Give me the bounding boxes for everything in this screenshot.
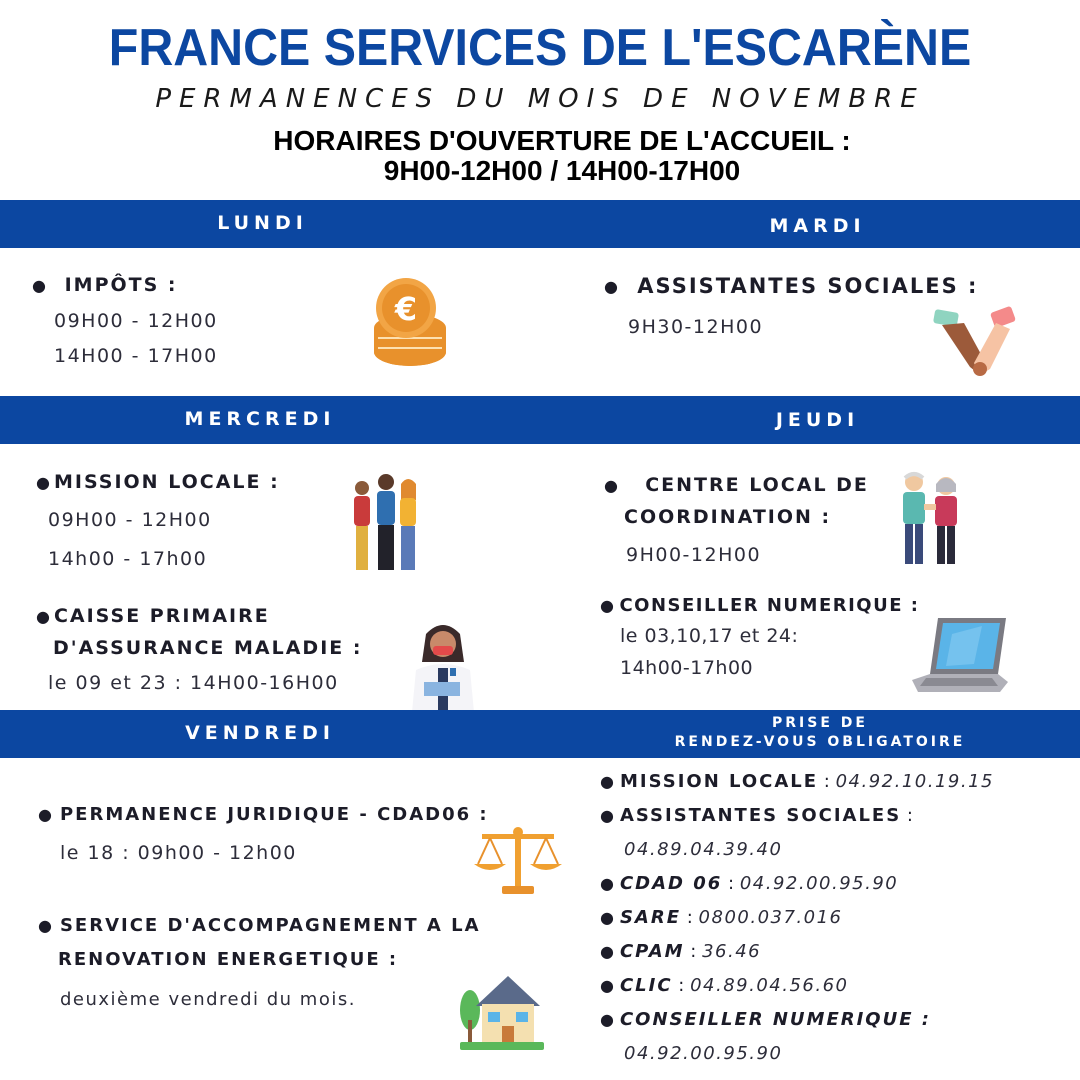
service-mission-locale: ● MISSION LOCALE : (36, 471, 280, 493)
rdv-phone: 04.92.10.19.15 (835, 771, 995, 792)
coins-icon (368, 276, 458, 372)
rdv-list (600, 765, 994, 1071)
impots-time-afternoon: 14H00 - 17H00 (54, 345, 218, 367)
rdv-label (560, 714, 1080, 752)
rdv-entry-conseiller-phone (600, 1037, 994, 1071)
cpam-time: le 09 et 23 : 14H00-16H00 (48, 672, 339, 694)
rdv-entry-clic: ● CLIC : 04.89.04.56.60 (600, 975, 849, 996)
service-permanence-juridique: ● PERMANENCE JURIDIQUE - CDAD06 : (38, 804, 489, 825)
young-people-icon (348, 470, 424, 574)
rdv-phone: 04.89.04.56.60 (690, 975, 849, 996)
impots-time-morning: 09H00 - 12H00 (54, 310, 218, 332)
service-conseiller-label: CONSEILLER NUMERIQUE : (619, 595, 920, 616)
rdv-entry-cdad: ● CDAD 06 : 04.92.00.95.90 (600, 873, 899, 894)
page-subtitle: PERMANENCES DU MOIS DE NOVEMBRE (155, 84, 925, 114)
rdv-phone: 04.92.00.95.90 (739, 873, 899, 894)
service-sare: ● SERVICE D'ACCOMPAGNEMENT A LA (38, 915, 481, 936)
mission-locale-time-morning: 09H00 - 12H00 (48, 509, 212, 531)
rdv-label-line2: RENDEZ-VOUS OBLIGATOIRE (674, 734, 966, 750)
doctor-icon (408, 620, 478, 712)
holding-hands-icon (930, 305, 1018, 381)
service-cpam: ● CAISSE PRIMAIRE (36, 605, 270, 627)
rdv-entry-assistantes-phone (600, 833, 994, 867)
page-title: FRANCE SERVICES DE L'ESCARÈNE (108, 19, 972, 77)
service-assistantes-label: ASSISTANTES SOCIALES : (637, 274, 979, 298)
day-label-lundi: LUNDI (217, 212, 308, 234)
scales-icon (472, 826, 564, 898)
house-icon (458, 970, 546, 1052)
service-clic: ● CENTRE LOCAL DE (604, 474, 869, 496)
service-sare-label-line1: SERVICE D'ACCOMPAGNEMENT A LA (59, 915, 481, 936)
service-sare-label-line2: RENOVATION ENERGETIQUE : (58, 949, 399, 970)
service-assistantes-sociales: ● ASSISTANTES SOCIALES : (604, 274, 979, 298)
clic-time: 9H00-12H00 (626, 544, 762, 566)
service-conseiller-numerique: ● CONSEILLER NUMERIQUE : (600, 595, 920, 616)
service-impots-label: IMPÔTS : (64, 274, 178, 296)
elderly-couple-icon (894, 470, 968, 566)
day-label-mercredi: MERCREDI (184, 408, 336, 430)
service-impots: ● IMPÔTS : (32, 274, 178, 296)
rdv-entry-cpam: ● CPAM : 36.46 (600, 941, 762, 962)
service-cpam-label-line1: CAISSE PRIMAIRE (53, 605, 270, 627)
svg-text:€: € (394, 290, 418, 328)
service-mission-locale-label: MISSION LOCALE : (53, 471, 280, 493)
rdv-entry-sare: ● SARE : 0800.037.016 (600, 907, 843, 928)
rdv-entry-mission-locale: ● MISSION LOCALE : 04.92.10.19.15 (600, 771, 995, 792)
day-label-vendredi: VENDREDI (185, 722, 335, 744)
service-clic-label-line2: COORDINATION : (624, 506, 832, 528)
rdv-phone: 36.46 (702, 941, 762, 962)
opening-hours (0, 126, 1080, 186)
rdv-phone: 04.89.04.39.40 (624, 839, 783, 860)
juridique-time: le 18 : 09h00 - 12h00 (60, 842, 297, 864)
rdv-entry-conseiller-numerique: ● CONSEILLER NUMERIQUE : (600, 1009, 931, 1030)
service-clic-label-line1: CENTRE LOCAL DE (645, 474, 869, 496)
opening-hours-label: HORAIRES D'OUVERTURE DE L'ACCUEIL : (273, 125, 851, 156)
assistantes-time: 9H30-12H00 (628, 316, 764, 338)
mission-locale-time-afternoon: 14h00 - 17h00 (48, 548, 208, 570)
conseiller-dates: le 03,10,17 et 24: (620, 625, 799, 647)
rdv-entry-assistantes-sociales: ● ASSISTANTES SOCIALES : (600, 805, 913, 826)
day-label-jeudi: JEUDI (775, 409, 860, 431)
day-label-mardi: MARDI (769, 215, 866, 237)
laptop-icon (912, 614, 1010, 694)
sare-time: deuxième vendredi du mois. (60, 989, 356, 1010)
rdv-phone: 04.92.00.95.90 (624, 1043, 783, 1064)
conseiller-time: 14h00-17h00 (620, 657, 754, 679)
service-cpam-label-line2: D'ASSURANCE MALADIE : (53, 637, 363, 659)
rdv-label-line1: PRISE DE (772, 715, 868, 731)
service-juridique-label: PERMANENCE JURIDIQUE - CDAD06 : (59, 804, 489, 825)
opening-hours-times: 9H00-12H00 / 14H00-17H00 (383, 155, 741, 186)
rdv-phone: 0800.037.016 (698, 907, 843, 928)
